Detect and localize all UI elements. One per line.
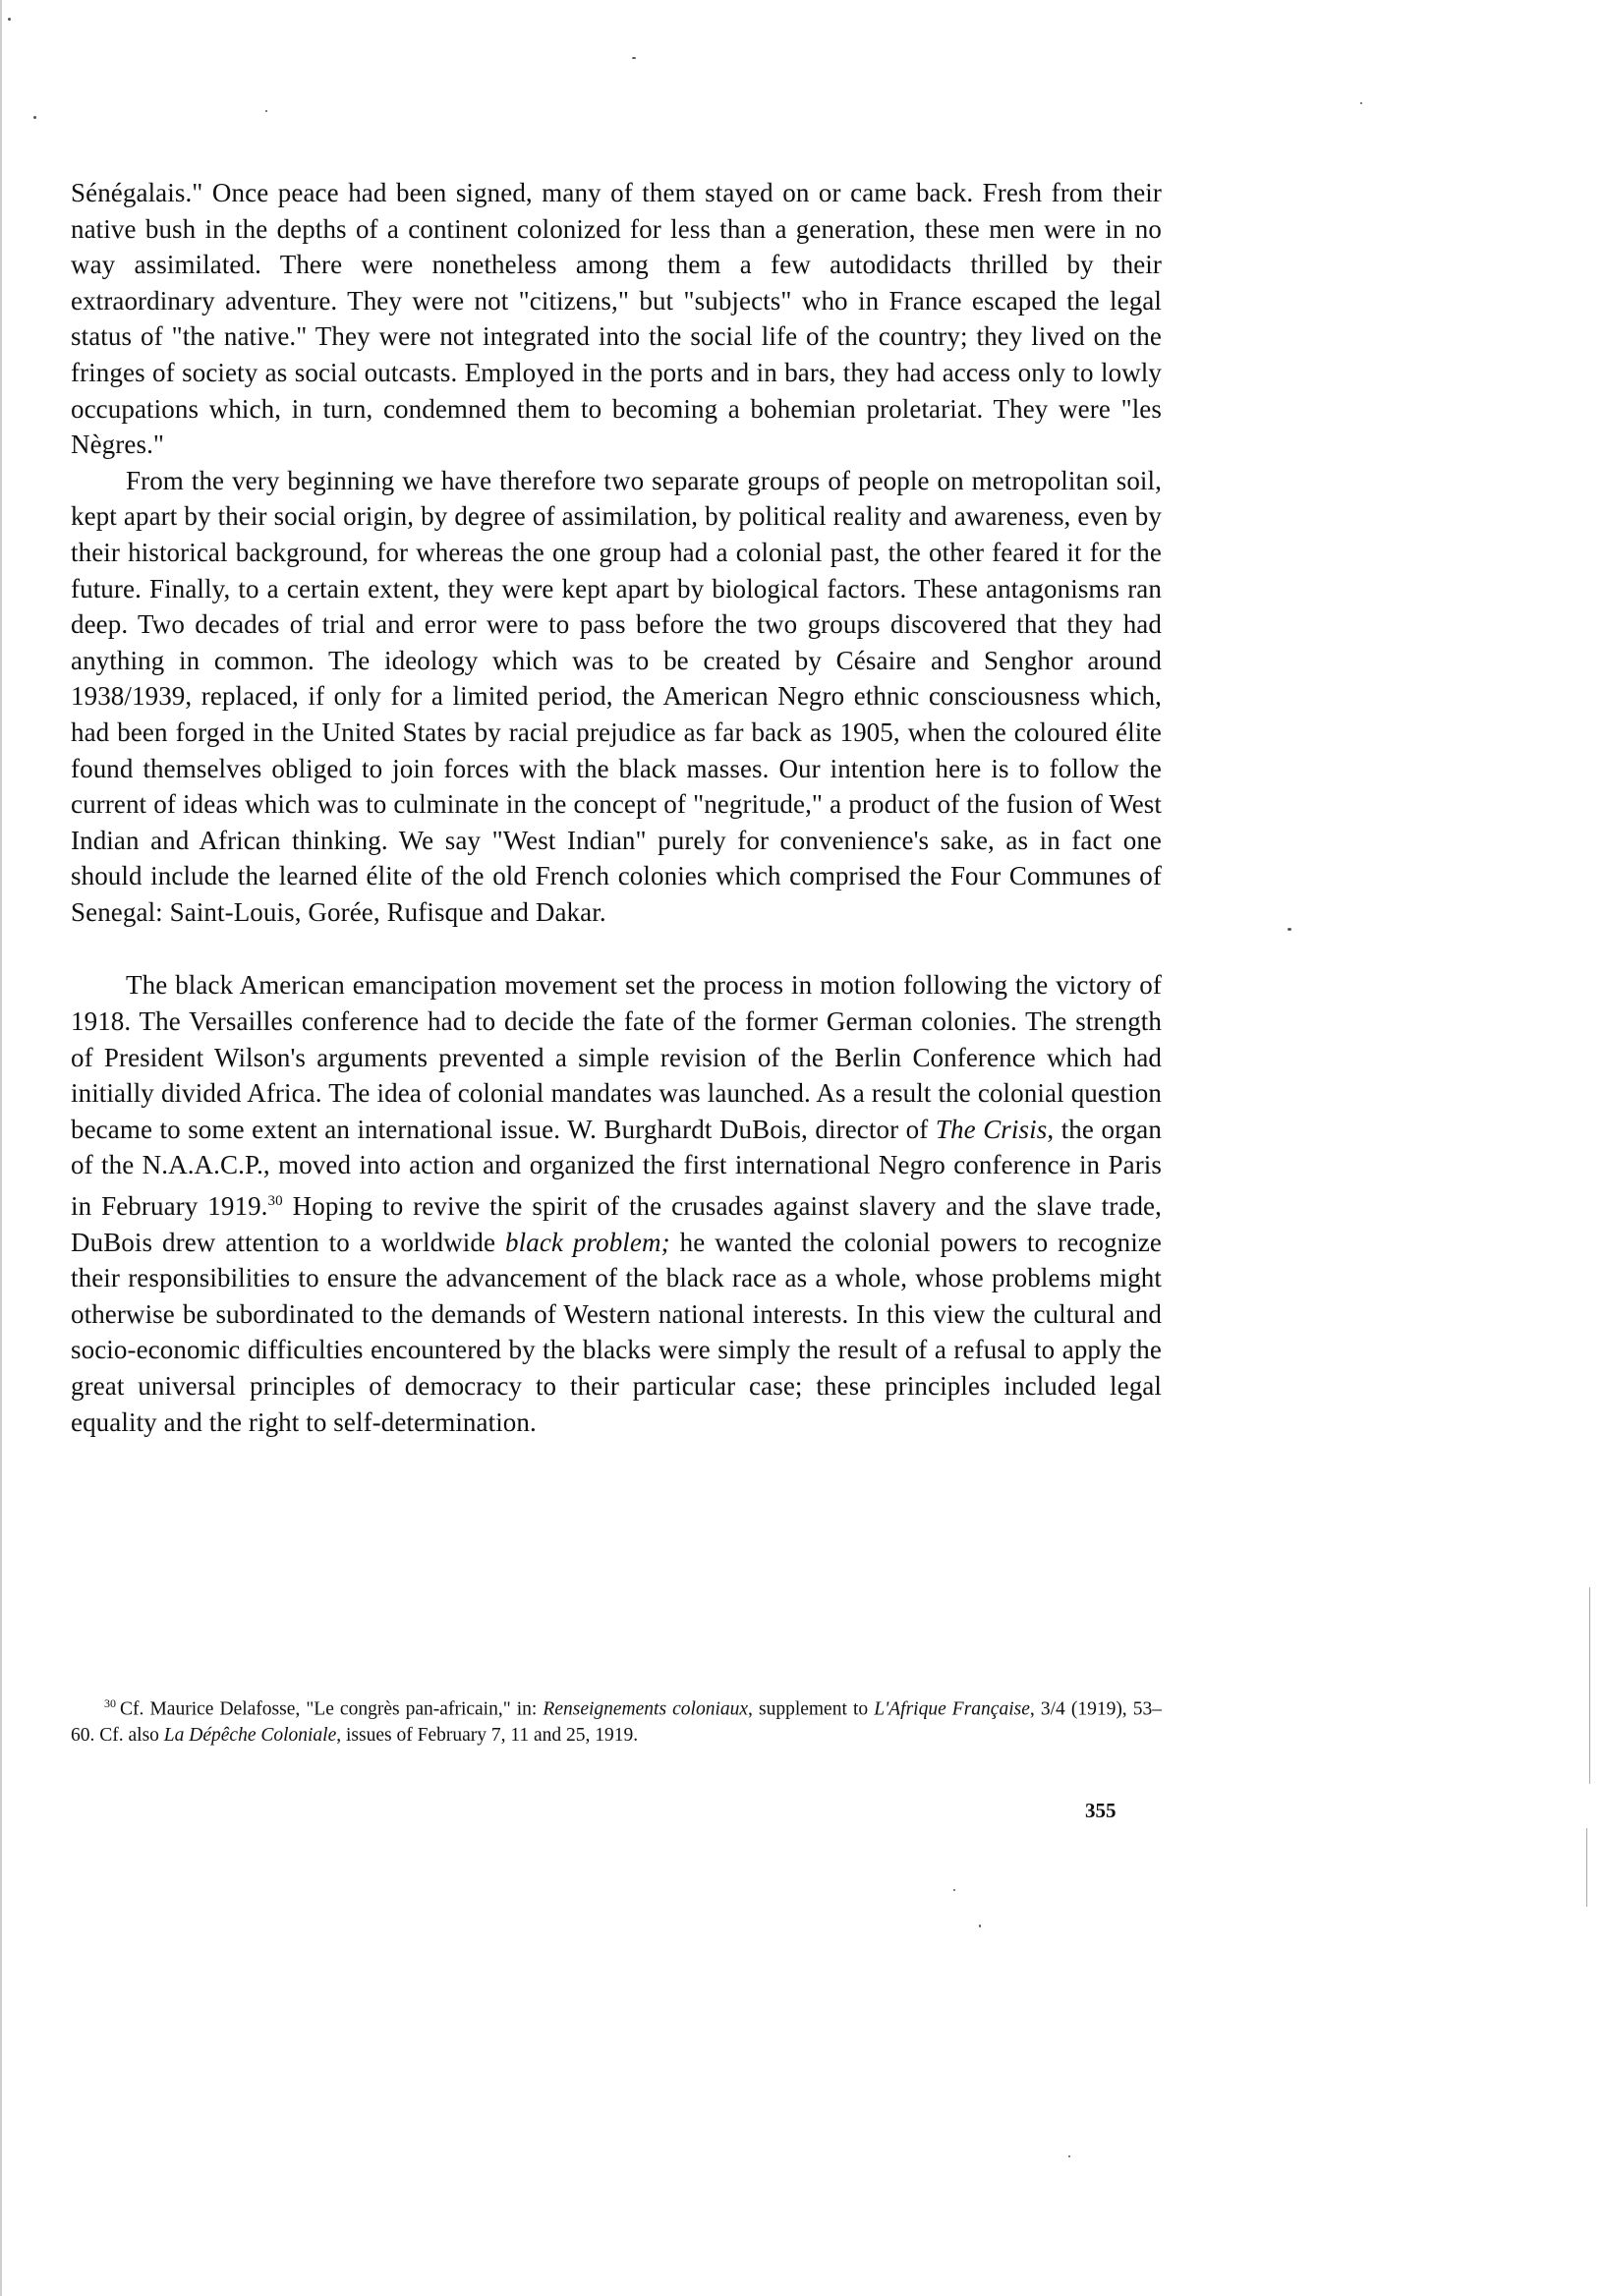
- footnote: [71, 1691, 1162, 1749]
- footnote-text: Cf. Maurice Delafosse, "Le congrès pan-africain," in:: [120, 1698, 544, 1720]
- footnote-title: Renseignements coloniaux: [543, 1698, 749, 1720]
- paragraph-3-text: , the organ of the N.A.A.C.P., moved into action and organized the first international Negro conference in Paris in February 1919.: [71, 1114, 1162, 1222]
- scan-speck: [953, 1889, 955, 1891]
- scan-speck: [1288, 928, 1291, 931]
- body-text: [71, 175, 1162, 1440]
- scan-speck: [1068, 2155, 1070, 2157]
- footnote-text: , supplement to: [748, 1698, 875, 1720]
- scan-speck: [1360, 102, 1362, 104]
- paragraph-1: Sénégalais." Once peace had been signed, many of them stayed on or came back. Fresh from their native bush in the depths of a continent colonized for less than a generation, these men were in no way assimilated. There were nonetheless among them a few autodidacts thrilled by their extraordinary adventure. They were not "citizens," but "subjects" who in France escaped the legal status of "the native." They were not integrated into the social life of the country; they lived on the fringes of society as social outcasts. Employed in the ports and in bars, they had access only to lowly occupations which, in turn, condemned them to becoming a bohemian proletariat. They were "les Nègres.": [71, 178, 1162, 460]
- page-number: 355: [1085, 1799, 1117, 1822]
- footnote-mark: 30: [104, 1696, 116, 1710]
- scan-speck: [265, 110, 267, 112]
- scan-speck: [33, 116, 36, 119]
- footnote-text: , issues of February 7, 11 and 25, 1919.: [336, 1724, 639, 1746]
- footnote-title: L'Afrique Française: [874, 1698, 1030, 1720]
- scan-speck: [632, 57, 636, 59]
- scan-speck: [8, 18, 11, 21]
- paragraph-3-text: Hoping to revive the spirit of the crusades against slavery and the slave trade, DuBois drew attention to a worldwide: [71, 1191, 1162, 1257]
- journal-title-the-crisis: The Crisis: [935, 1114, 1048, 1144]
- paragraph-3-text: The black American emancipation movement set the process in motion following the victory of 1918. The Versailles conference had to decide the fate of the former German colonies. The strength of President Wilson's arguments prevented a simple revision of the Berlin Conference which had initially divided Africa. The idea of colonial mandates was launched. As a result the colonial question became to some extent an international issue. W. Burghardt DuBois, director of: [71, 970, 1162, 1144]
- footnote-text: , 3/4 (1919), 53–60. Cf. also: [71, 1698, 1163, 1746]
- paragraph-3: [71, 967, 1162, 1440]
- scan-margin-line: [1589, 1587, 1590, 1784]
- scan-left-edge: [0, 0, 2, 2296]
- emphasis-black-problem: black problem;: [505, 1227, 670, 1257]
- paragraph-3-text: he wanted the colonial powers to recognize their responsibilities to ensure the advancement of the black race as a whole, whose problems might otherwise be subordinated to the demands of Western national interests. In this view the cultural and socio-economic difficulties encountered by the blacks were simply the result of a refusal to apply the great universal principles of democracy to their particular case; these principles included legal equality and the right to self-determination.: [71, 1227, 1163, 1437]
- paragraph-2: From the very beginning we have therefore two separate groups of people on metropolitan soil, kept apart by their social origin, by degree of assimilation, by political reality and awareness, even by their historical background, for whereas the one group had a colonial past, the other feared it for the future. Finally, to a certain extent, they were kept apart by biological factors. These antagonisms ran deep. Two decades of trial and error were to pass before the two groups discovered that they had anything in common. The ideology which was to be created by Césaire and Senghor around 1938/1939, replaced, if only for a limited period, the American Negro ethnic consciousness which, had been forged in the United States by racial prejudice as far back as 1905, when the coloured élite found themselves obliged to join forces with the black masses. Our intention here is to follow the current of ideas which was to culminate in the concept of "negritude," a product of the fusion of West Indian and African thinking. We say "West Indian" purely for convenience's sake, as in fact one should include the learned élite of the old French colonies which comprised the Four Communes of Senegal: Saint-Louis, Gorée, Rufisque and Dakar.: [71, 465, 1162, 927]
- scan-margin-line: [1586, 1828, 1587, 1907]
- footnote-reference: 30: [267, 1193, 283, 1210]
- footnote-title: La Dépêche Coloniale: [163, 1724, 337, 1746]
- scan-speck: [979, 1924, 981, 1927]
